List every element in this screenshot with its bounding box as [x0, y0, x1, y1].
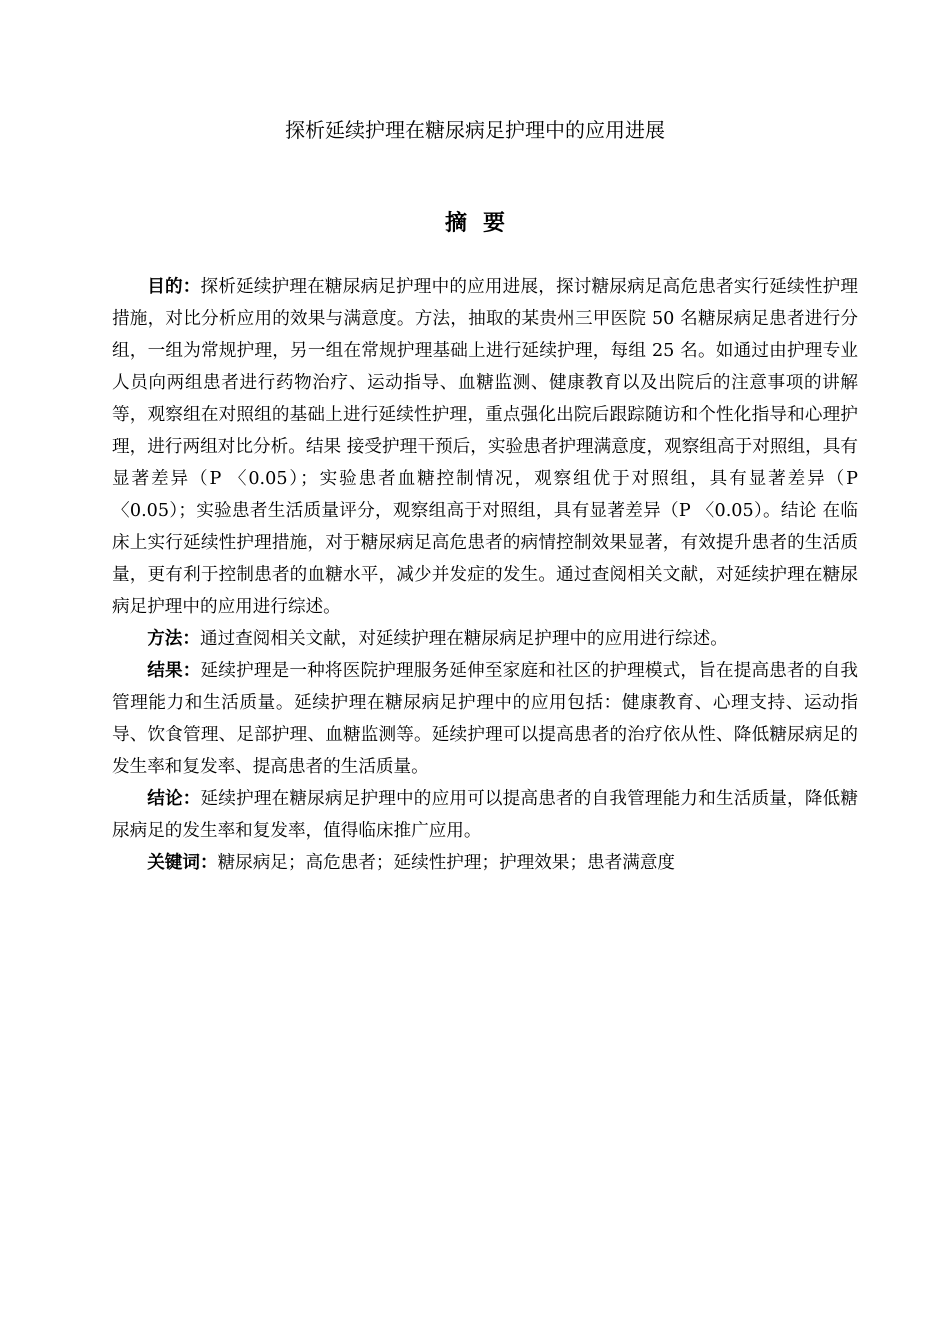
paragraph-text: 糖尿病足；高危患者；延续性护理；护理效果；患者满意度 [217, 853, 676, 873]
paragraph-label: 结论： [147, 789, 201, 809]
abstract-results [112, 655, 858, 783]
abstract-keywords [112, 847, 858, 879]
abstract-body [112, 271, 858, 879]
paragraph-text: 延续护理是一种将医院护理服务延伸至家庭和社区的护理模式，旨在提高患者的自我管理能力和生活质量。延续护理在糖尿病足护理中的应用包括：健康教育、心理支持、运动指导、饮食管理、足部护理、血糖监测等。延续护理可以提高患者的治疗依从性、降低糖尿病足的发生率和复发率、提高患者的生活质量。 [112, 661, 858, 777]
paragraph-text: 通过查阅相关文献，对延续护理在糖尿病足护理中的应用进行综述。 [199, 629, 728, 649]
paragraph-label: 方法： [147, 629, 200, 649]
abstract-objective [112, 271, 858, 623]
document-title: 探析延续护理在糖尿病足护理中的应用进展 [285, 118, 665, 142]
abstract-methods [112, 623, 858, 655]
abstract-conclusion [112, 783, 858, 847]
abstract-heading: 摘要 [444, 211, 521, 236]
paragraph-label: 结果： [147, 661, 201, 681]
paragraph-text: 探析延续护理在糖尿病足护理中的应用进展，探讨糖尿病足高危患者实行延续性护理措施，对比分析应用的效果与满意度。方法，抽取的某贵州三甲医院 50 名糖尿病足患者进行分组，一组为常规护理，另一组在常规护理基础上进行延续护理，每组 25 名。如通过由护理专业人员向两组患者进行药物治疗、运动指导、血糖监测、健康教育以及出院后的注意事项的讲解等，观察组在对照组的基础上进行延续性护理，重点强化出院后跟踪随访和个性化指导和心理护理，进行两组对比分析。结果 接受护理干预后，实验患者护理满意度，观察组高于对照组，具有显著差异（P 〈0.05）；实验患者血糖控制情况，观察组优于对照组，具有显著差异（P 〈0.05）；实验患者生活质量评分，观察组高于对照组，具有显著差异（P 〈0.05）。结论 在临床上实行延续性护理措施，对于糖尿病足高危患者的病情控制效果显著，有效提升患者的生活质量，更有利于控制患者的血糖水平，减少并发症的发生。通过查阅相关文献，对延续护理在糖尿病足护理中的应用进行综述。 [112, 277, 858, 617]
paragraph-text: 延续护理在糖尿病足护理中的应用可以提高患者的自我管理能力和生活质量，降低糖尿病足的发生率和复发率，值得临床推广应用。 [112, 789, 858, 841]
paragraph-label: 目的： [147, 277, 201, 297]
paragraph-label: 关键词： [147, 853, 218, 873]
